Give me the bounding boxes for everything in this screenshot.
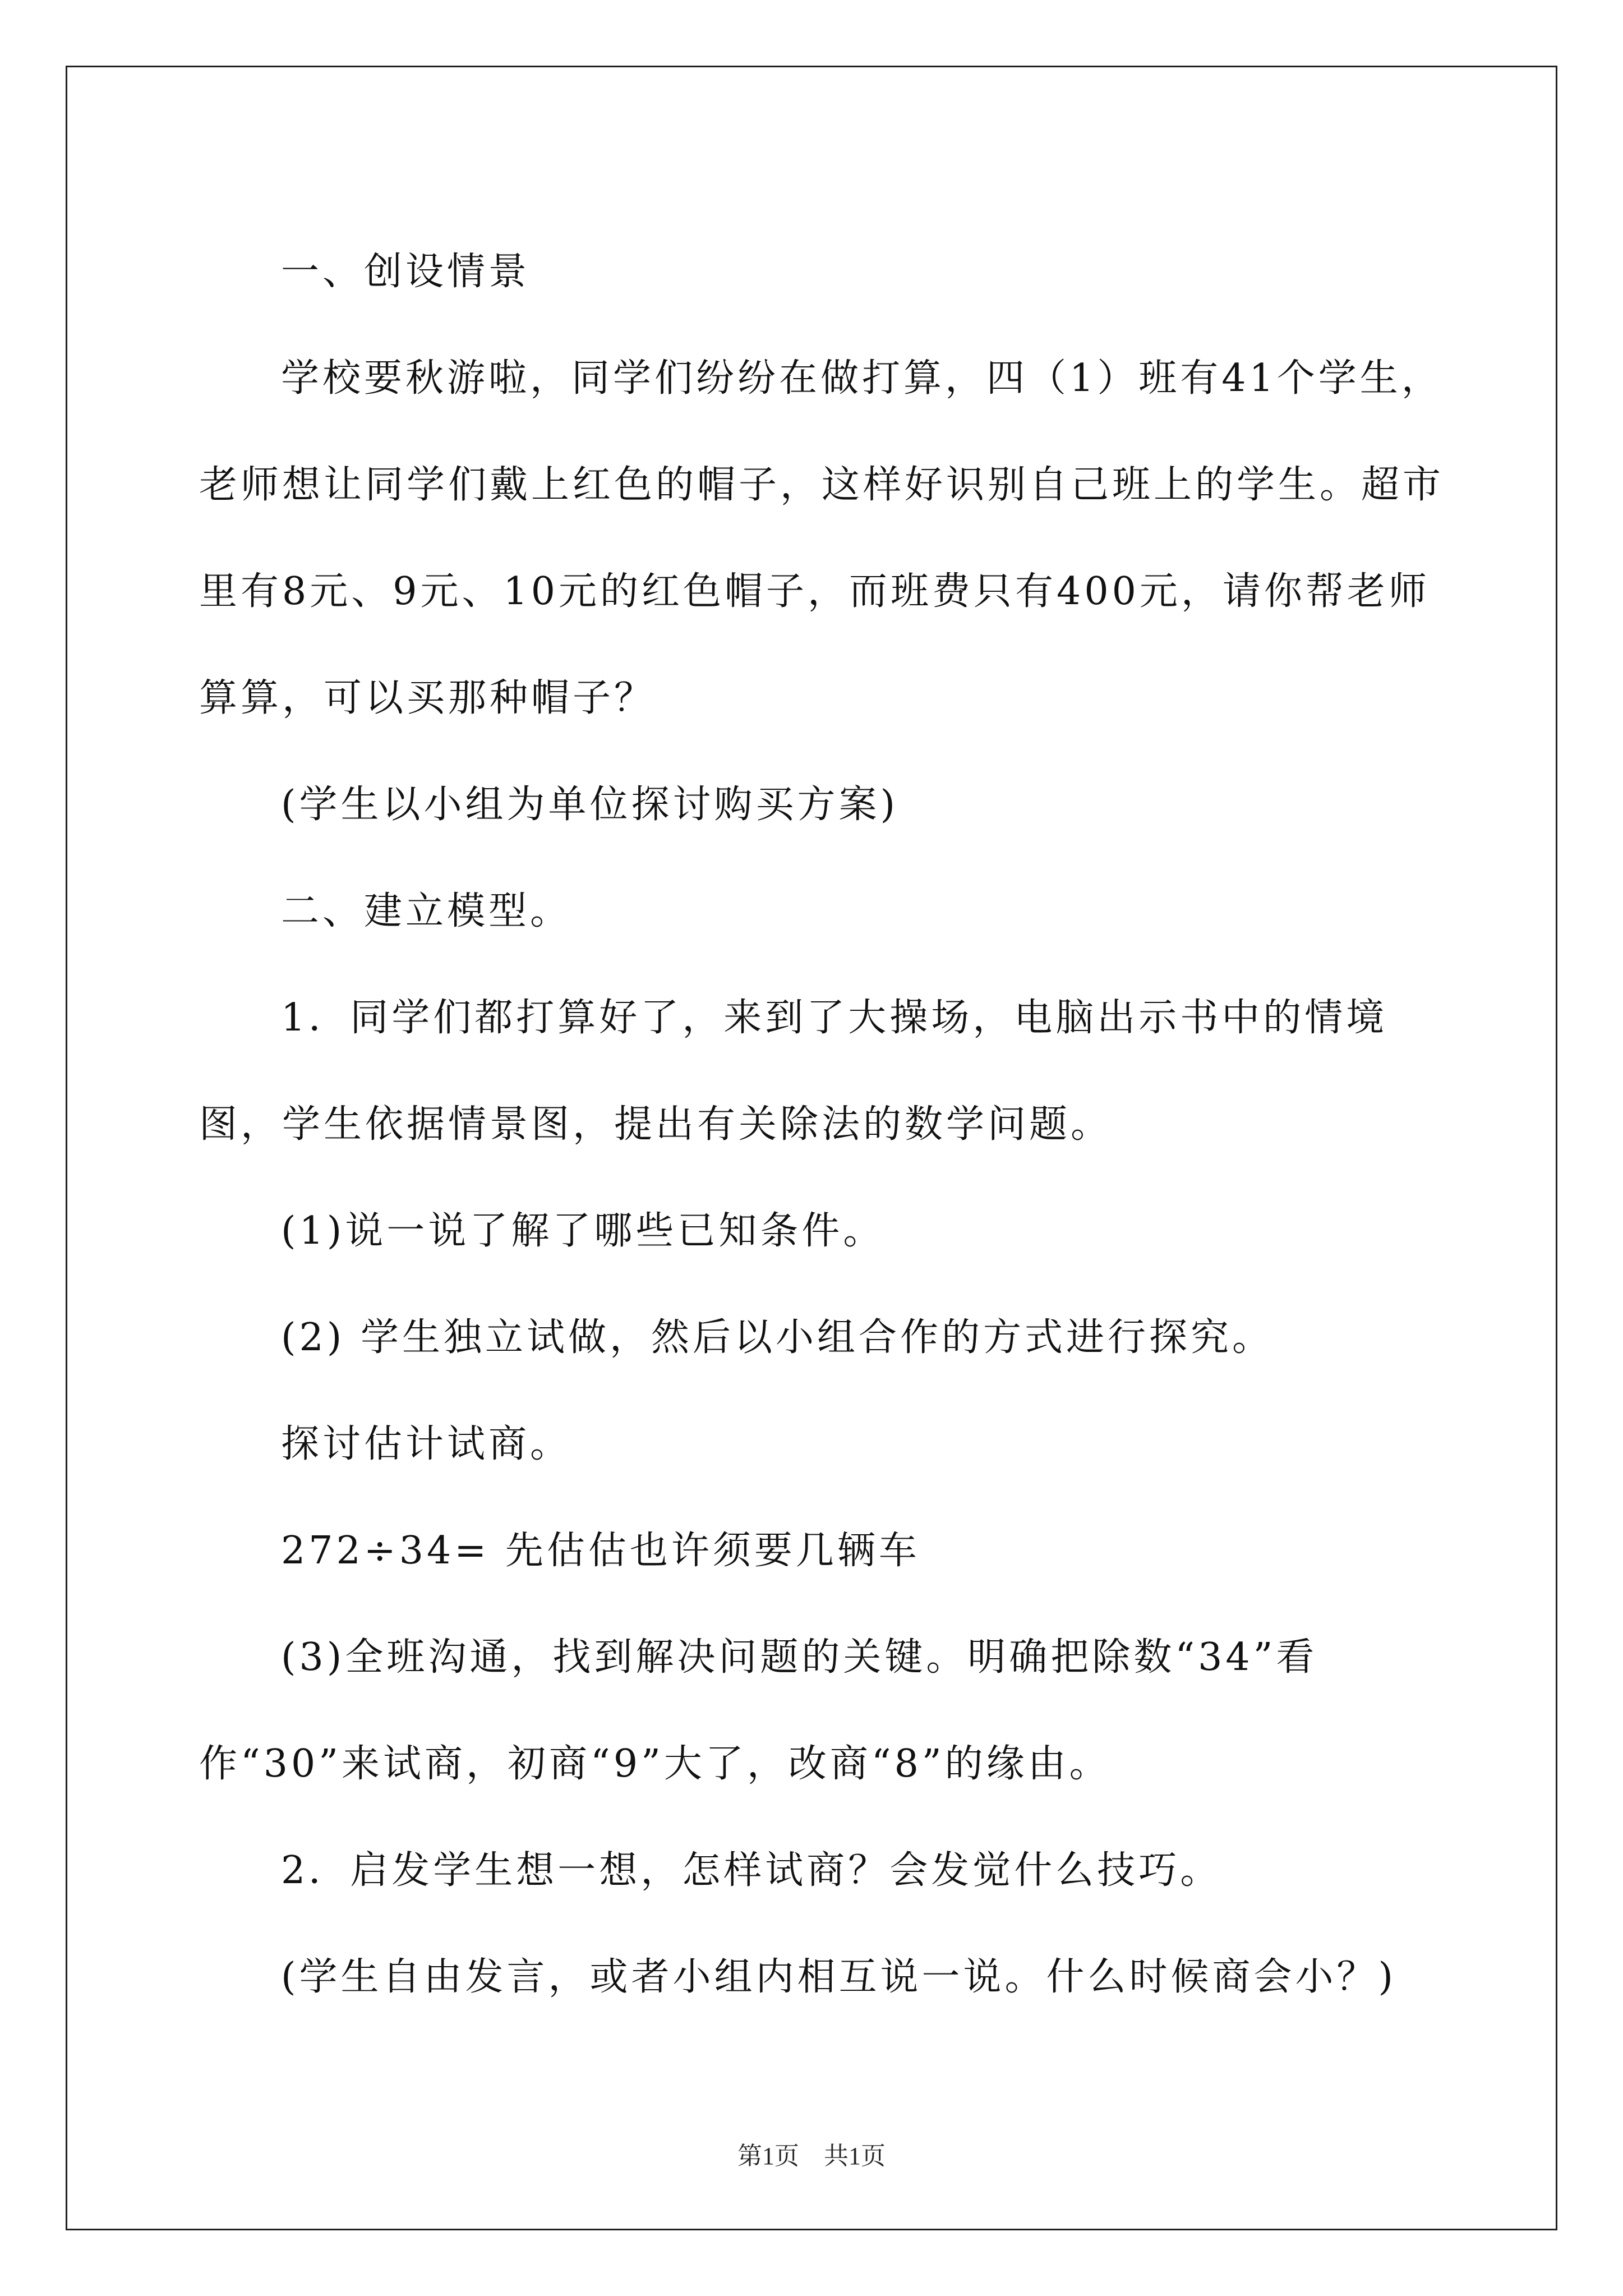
step-1-3-paragraph: (3)全班沟通，找到解决问题的关键。明确把除数“34”看作“30”来试商，初商“9”大了，改商“8”的缘由。	[199, 1635, 1318, 1786]
group-plan-paragraph: (学生以小组为单位探讨购买方案)	[281, 783, 899, 827]
document-body	[199, 219, 1444, 2031]
step-1-1-paragraph: (1)说一说了解了哪些已知条件。	[281, 1209, 885, 1253]
section-heading-1: 一、创设情景	[281, 250, 531, 294]
free-talk-paragraph: (学生自由发言，或者小组内相互说一说。什么时候商会小？)	[281, 1955, 1397, 1999]
step-2-paragraph: 2．启发学生想一想，怎样试商？会发觉什么技巧。	[281, 1848, 1222, 1893]
division-paragraph: 272÷34= 先估估也许须要几辆车	[281, 1529, 920, 1573]
scenario-paragraph: 学校要秋游啦，同学们纷纷在做打算，四（1）班有41个学生，老师想让同学们戴上红色的帽子，这样好识别自己班上的学生。超市里有8元、9元、10元的红色帽子，而班费只有400元，请你帮老师算算，可以买那种帽子？	[199, 356, 1445, 720]
step-1-paragraph: 1．同学们都打算好了，来到了大操场，电脑出示书中的情境图，学生依据情景图，提出有关除法的数学问题。	[199, 996, 1388, 1147]
estimate-paragraph: 探讨估计试商。	[281, 1422, 572, 1466]
section-heading-2: 二、建立模型。	[281, 889, 572, 933]
page-footer: 第1页 共1页	[737, 2142, 886, 2170]
step-1-2-paragraph: (2) 学生独立试做，然后以小组合作的方式进行探究。	[281, 1315, 1274, 1360]
